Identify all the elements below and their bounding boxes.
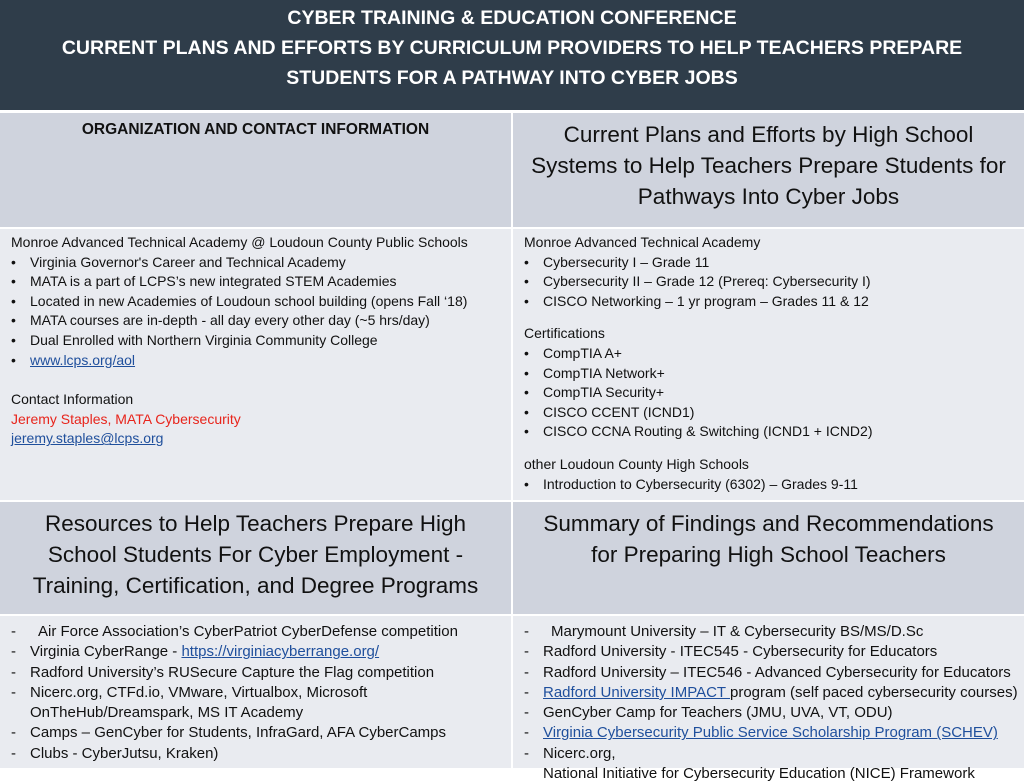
content-table: [0, 110, 1024, 783]
list-item: - Marymount University – IT & Cybersecurity BS/MS/D.Sc: [524, 622, 1014, 642]
list-item: - Nicerc.org, National Initiative for Cybersecurity Education (NICE) Framework: [524, 744, 1014, 784]
contact-email-link[interactable]: jeremy.staples@lcps.org: [11, 430, 164, 447]
list-item: • Cybersecurity II – Grade 12 (Prereq: Cybersecurity I): [524, 272, 1013, 292]
schev-link[interactable]: Virginia Cybersecurity Public Service Scholarship Program (SCHEV): [543, 724, 998, 742]
plans-heading-cell: [513, 113, 1024, 227]
resources-heading: [0, 502, 511, 601]
impact-link[interactable]: Radford University IMPACT: [543, 683, 730, 701]
list-item: - Nicerc.org, CTFd.io, VMware, Virtualbox, Microsoft OnTheHub/Dreamspark, MS IT Academy: [11, 683, 501, 724]
contact-label: Contact Information: [11, 391, 134, 408]
list-item: - Camps – GenCyber for Students, InfraGard, AFA CyberCamps: [11, 723, 501, 743]
resources-heading-line-1: Resources to Help Teachers Prepare High: [44, 511, 467, 536]
plans-body-cell: [513, 229, 1024, 500]
plans-heading-line-3: Pathways Into Cyber Jobs: [637, 184, 900, 209]
list-item: • Dual Enrolled with Northern Virginia Community College: [11, 331, 500, 351]
list-item: • Cybersecurity I – Grade 11: [524, 253, 1013, 273]
academy-title: Monroe Advanced Technical Academy: [524, 234, 761, 250]
summary-body-cell: [513, 616, 1024, 783]
list-item: • Located in new Academies of Loudoun school building (opens Fall ‘18): [11, 292, 500, 312]
header-line-3: STUDENTS FOR A PATHWAY INTO CYBER JOBS: [286, 67, 738, 89]
org-body-cell: [0, 229, 511, 500]
list-item: • CompTIA Security+: [524, 383, 1013, 403]
list-item: - Radford University – ITEC546 - Advanced Cybersecurity for Educators: [524, 663, 1014, 683]
contact-name: Jeremy Staples, MATA Cybersecurity: [11, 410, 241, 427]
resources-heading-line-2: School Students For Cyber Employment -: [47, 542, 464, 567]
list-item: [524, 723, 1014, 743]
plans-heading-line-2: Systems to Help Teachers Prepare Students for: [531, 153, 1006, 178]
list-item: • MATA is a part of LCPS’s new integrated STEM Academies: [11, 272, 500, 292]
org-heading-cell: [0, 113, 511, 227]
header-line-2: CURRENT PLANS AND EFFORTS BY CURRICULUM PROVIDERS TO HELP TEACHERS PREPARE: [61, 37, 963, 59]
list-item: - Virginia CyberRange - https://virginiacyberrange.org/: [11, 642, 501, 662]
list-item: • CISCO CCENT (ICND1): [524, 403, 1013, 423]
slide-header: [0, 0, 1024, 110]
list-item: - GenCyber Camp for Teachers (JMU, UVA, VT, ODU): [524, 703, 1014, 723]
plans-heading: [513, 113, 1024, 212]
list-item: • Virginia Governor's Career and Technical Academy: [11, 253, 500, 273]
list-item: - Air Force Association’s CyberPatriot CyberDefense competition: [11, 622, 501, 642]
header-line-1: CYBER TRAINING & EDUCATION CONFERENCE: [287, 7, 737, 29]
org-title: Monroe Advanced Technical Academy @ Loudoun County Public Schools: [11, 234, 468, 250]
list-item: • MATA courses are in-depth - all day every other day (~5 hrs/day): [11, 311, 500, 331]
list-item: • CompTIA A+: [524, 344, 1013, 364]
summary-heading: [513, 502, 1024, 570]
list-item: • CompTIA Network+: [524, 364, 1013, 384]
list-item: - Radford University’s RUSecure Capture the Flag competition: [11, 663, 501, 683]
list-item: • Introduction to Cybersecurity (6302) – Grades 9-11: [524, 475, 1013, 495]
list-item: - Clubs - CyberJutsu, Kraken): [11, 744, 501, 764]
lcps-aol-link[interactable]: www.lcps.org/aol: [30, 351, 136, 368]
resources-body-cell: [0, 616, 511, 768]
resources-heading-line-3: Training, Certification, and Degree Programs: [32, 573, 479, 598]
course-list: [524, 253, 1013, 312]
list-item: [11, 351, 500, 371]
other-schools-label: other Loudoun County High Schools: [524, 455, 749, 472]
resources-heading-cell: [0, 502, 511, 614]
org-bullet-list: [11, 253, 500, 371]
list-item: • CISCO CCNA Routing & Switching (ICND1 + ICND2): [524, 422, 1013, 442]
certification-list: [524, 344, 1013, 442]
summary-heading-cell: [513, 502, 1024, 614]
summary-heading-line-2: for Preparing High School Teachers: [591, 542, 946, 567]
certifications-label: Certifications: [524, 325, 605, 342]
list-item: - Radford University IMPACT program (self paced cybersecurity courses): [524, 683, 1014, 703]
summary-heading-line-1: Summary of Findings and Recommendations: [543, 511, 994, 536]
other-schools-list: [524, 475, 1013, 495]
cyberrange-link[interactable]: https://virginiacyberrange.org/: [181, 643, 380, 661]
list-item: - Radford University - ITEC545 - Cybersecurity for Educators: [524, 642, 1014, 662]
plans-heading-line-1: Current Plans and Efforts by High School: [563, 122, 974, 147]
list-item: • CISCO Networking – 1 yr program – Grades 11 & 12: [524, 292, 1013, 312]
org-heading: ORGANIZATION AND CONTACT INFORMATION: [81, 121, 430, 138]
